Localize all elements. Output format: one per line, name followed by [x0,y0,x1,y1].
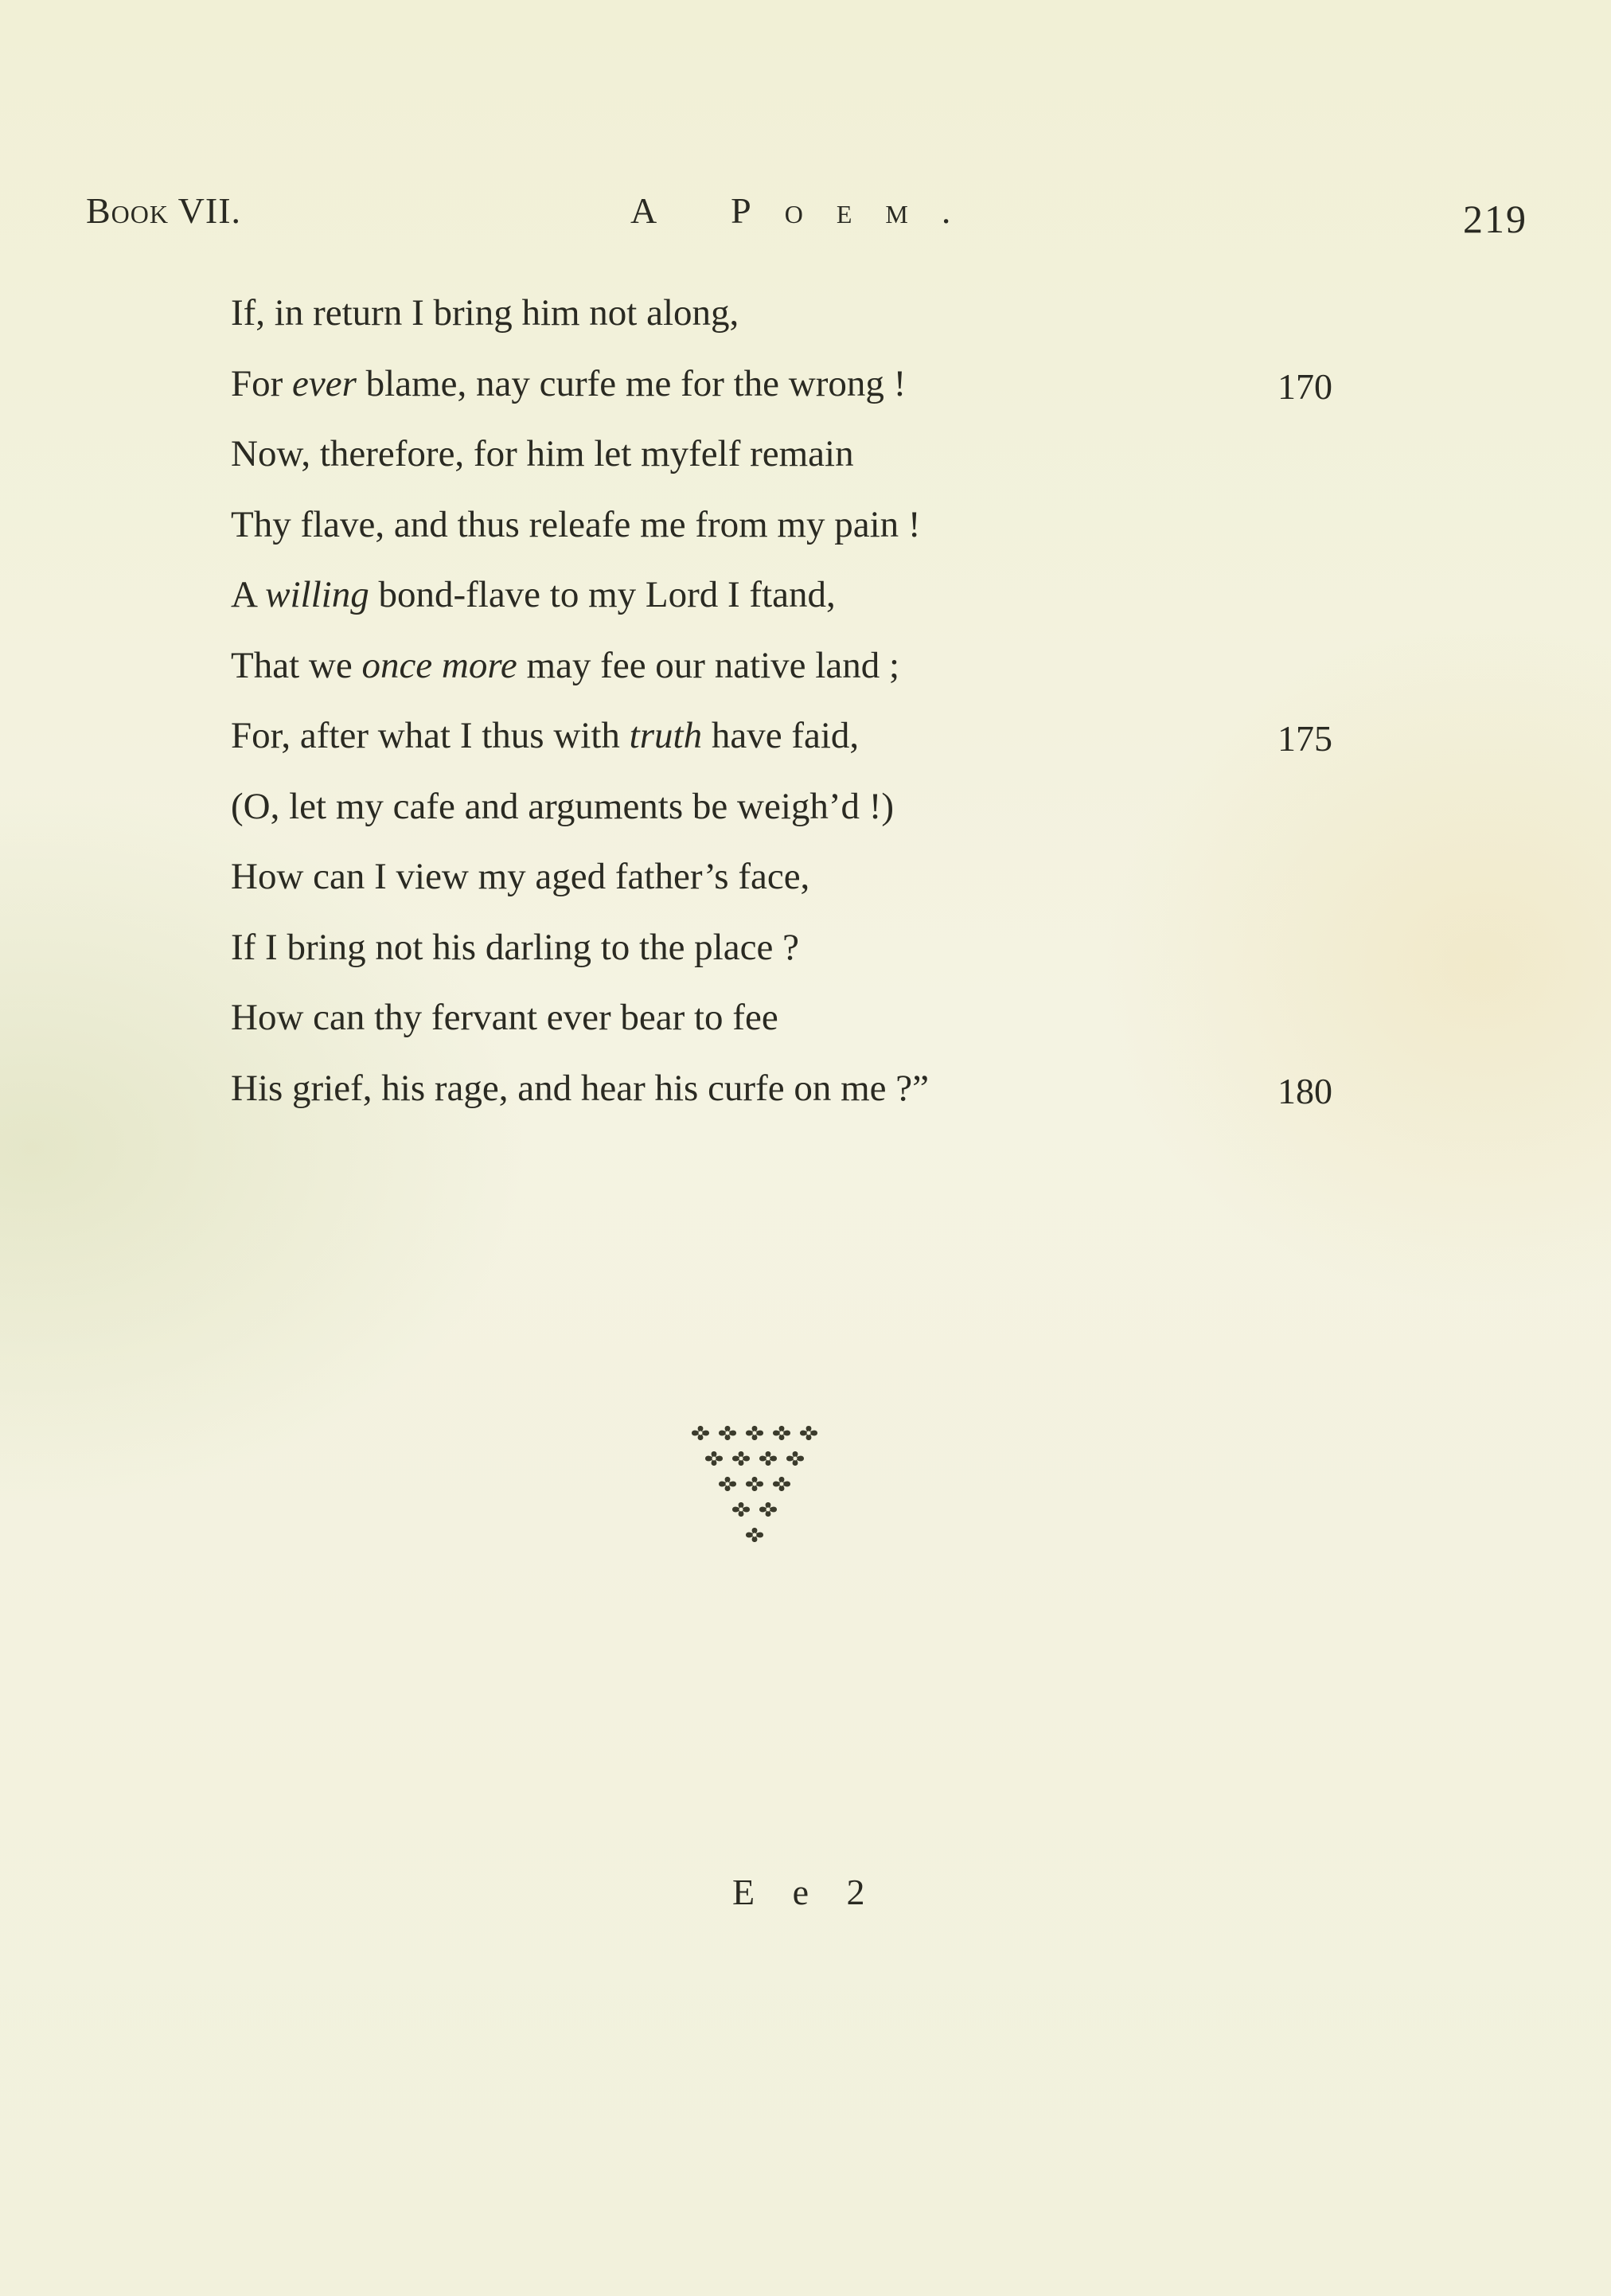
verse-text-run: If I bring not his darling to the place ? [231,926,799,968]
verse-text-run: (O, let my cafe and arguments be weigh’d !) [231,785,895,827]
verse-line [231,497,1385,568]
verse-line-text [231,356,906,412]
verse-line-text [231,920,799,975]
running-head [0,189,1611,245]
verse-line [231,1060,1385,1131]
line-number: 175 [1277,718,1332,759]
verse-text-run: For, after what I thus with [231,715,630,756]
verse-line-text [231,990,778,1045]
italic-word: willing [265,574,369,615]
verse-text-run: A [231,574,266,615]
verse-line [231,638,1385,709]
verse-block [231,285,1385,1130]
verse-text-run: His grief, his rage, and hear his curfe on me ?” [231,1067,929,1109]
verse-text-run: How can thy fervant ever bear to fee [231,997,778,1038]
verse-line-text [231,638,899,693]
verse-text-run: may fee our native land ; [517,644,900,686]
signature-mark: E e 2 [732,1872,880,1912]
line-number: 170 [1277,365,1332,407]
verse-line [231,990,1385,1060]
line-number: 180 [1277,1070,1332,1111]
verse-text-run: If, in return I bring him not along, [231,292,739,334]
verse-line [231,779,1385,849]
verse-text-run: That we [231,644,362,686]
verse-line-text [231,567,836,623]
verse-line [231,567,1385,638]
verse-line-text [231,779,894,834]
verse-line-text [231,426,854,482]
verse-text-run: have faid, [702,715,860,756]
italic-word: once more [361,644,517,686]
verse-text-run: Now, therefore, for him let myfelf remain [231,433,854,474]
italic-word: truth [629,715,703,756]
verse-line [231,920,1385,990]
verse-line-text [231,497,921,553]
verse-text-run: For [231,362,293,404]
verse-line-text [231,285,739,341]
verse-line-text [231,708,859,763]
verse-line [231,285,1385,356]
verse-text-run: blame, nay curfe me for the wrong ! [356,362,907,404]
verse-line [231,356,1385,427]
page-number: 219 [1463,197,1527,241]
verse-line-text [231,1060,929,1116]
italic-word: ever [292,362,357,404]
running-head-book: Book VII. [86,190,242,231]
verse-line [231,708,1385,779]
verse-line [231,426,1385,497]
verse-text-run: bond-flave to my Lord I ftand, [369,574,836,615]
verse-line-text [231,849,809,904]
verse-line [231,849,1385,920]
verse-text-run: Thy flave, and thus releafe me from my pain ! [231,503,921,545]
verse-text-run: How can I view my aged father’s face, [231,856,810,897]
fleuron-triangle-icon [683,1415,826,1551]
running-head-title: A Poem. [630,190,985,231]
